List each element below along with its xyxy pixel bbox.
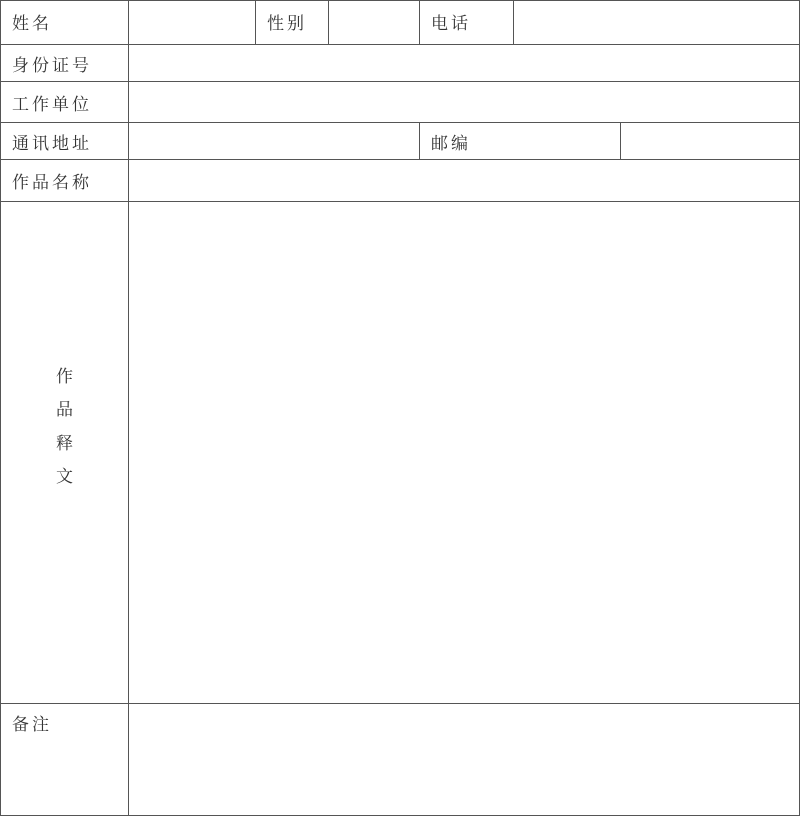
name-field[interactable] bbox=[129, 1, 256, 45]
work-annotation-label bbox=[1, 202, 129, 704]
row-remarks bbox=[1, 704, 800, 816]
postcode-label: 邮编 bbox=[420, 123, 621, 160]
address-label: 通讯地址 bbox=[1, 123, 129, 160]
work-title-field[interactable] bbox=[129, 160, 800, 202]
row-work-annotation bbox=[1, 202, 800, 704]
work-annotation-field[interactable] bbox=[129, 202, 800, 704]
row-name-gender-phone bbox=[1, 1, 800, 45]
phone-label: 电话 bbox=[420, 1, 514, 45]
gender-field[interactable] bbox=[329, 1, 420, 45]
work-annotation-label-char: 作 bbox=[56, 366, 73, 387]
remarks-field[interactable] bbox=[129, 704, 800, 816]
id-number-field[interactable] bbox=[129, 45, 800, 82]
row-work-title bbox=[1, 160, 800, 202]
phone-field[interactable] bbox=[514, 1, 800, 45]
row-id-number bbox=[1, 45, 800, 82]
remarks-label: 备注 bbox=[1, 704, 129, 816]
postcode-field[interactable] bbox=[621, 123, 800, 160]
employer-field[interactable] bbox=[129, 82, 800, 123]
row-employer bbox=[1, 82, 800, 123]
work-title-label: 作品名称 bbox=[1, 160, 129, 202]
work-annotation-label-char: 文 bbox=[56, 467, 73, 487]
employer-label: 工作单位 bbox=[1, 82, 129, 123]
id-number-label: 身份证号 bbox=[1, 45, 129, 82]
work-annotation-label-char: 品 bbox=[56, 400, 73, 420]
name-label: 姓名 bbox=[1, 1, 129, 45]
address-field[interactable] bbox=[129, 123, 420, 160]
row-address-postcode bbox=[1, 123, 800, 160]
gender-label: 性别 bbox=[256, 1, 329, 45]
work-annotation-label-char: 释 bbox=[56, 433, 73, 454]
